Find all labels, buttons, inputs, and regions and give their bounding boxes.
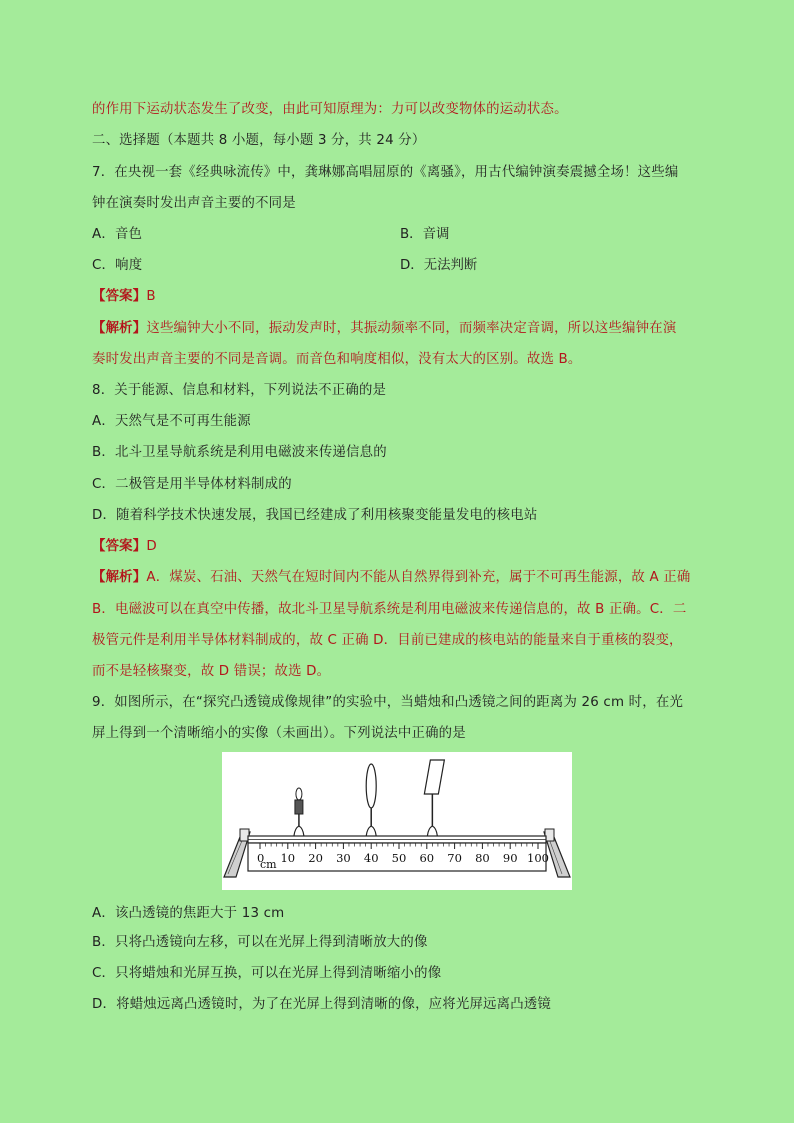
screen-clip: [427, 826, 437, 836]
convex-lens: [366, 764, 376, 836]
question-7-stem: 7．在央视一套《经典咏流传》中，龚琳娜高唱屈原的《离骚》，用古代编钟演奏震撼全场！这些编: [92, 165, 679, 180]
scale-tick-label: 10: [280, 851, 296, 865]
q7-option-c: C．响度: [92, 258, 143, 273]
explanation-label: 【解析】: [92, 321, 147, 336]
question-7-stem-cont: 钟在演奏时发出声音主要的不同是: [92, 196, 296, 211]
optical-bench-diagram: [222, 752, 572, 890]
q7-option-a: A．音色: [92, 227, 143, 242]
answer-label: 【答案】: [92, 539, 147, 554]
q7-option-b: B．音调: [400, 227, 450, 242]
q9-option-c: C．只将蜡烛和光屏互换，可以在光屏上得到清晰缩小的像: [92, 966, 442, 981]
explanation-label: 【解析】: [92, 570, 147, 585]
q7-option-d: D．无法判断: [400, 258, 478, 273]
scale-tick-label: 20: [308, 851, 323, 865]
scale-tick-label: 30: [336, 851, 351, 865]
light-screen: [424, 760, 444, 836]
question-8-stem: 8．关于能源、信息和材料，下列说法不正确的是: [92, 383, 387, 398]
candle: [294, 788, 304, 836]
lens-clip: [366, 826, 376, 836]
text-line: 的作用下运动状态发生了改变，由此可知原理为：力可以改变物体的运动状态。: [92, 102, 568, 117]
scale-tick-label: 50: [391, 851, 407, 865]
lens-body: [366, 764, 376, 808]
scale-tick-label: 80: [475, 851, 490, 865]
q7-explanation: [92, 319, 676, 339]
q7-answer: [92, 287, 156, 307]
q9-option-a: A．该凸透镜的焦距大于 13 cm: [92, 906, 285, 921]
q9-option-d: D．将蜡烛远离凸透镜时，为了在光屏上得到清晰的像，应将光屏远离凸透镜: [92, 997, 551, 1012]
scale-tick-label: 90: [502, 851, 518, 865]
optical-bench-figure: [222, 752, 572, 890]
explanation-text: A．煤炭、石油、天然气在短时间内不能从自然界得到补充，属于不可再生能源，故 A 正确: [146, 570, 691, 585]
q8-option-a: A．天然气是不可再生能源: [92, 414, 251, 429]
q8-explanation-cont: 极管元件是利用半导体材料制成的，故 C 正确 D．目前已建成的核电站的能量来自于重核的裂变，: [92, 633, 683, 648]
q9-option-b: B．只将凸透镜向左移，可以在光屏上得到清晰放大的像: [92, 935, 428, 950]
scale-tick-label: 100: [527, 851, 549, 865]
q8-explanation: [92, 568, 690, 588]
scale-tick-label: 40: [363, 851, 379, 865]
candle-flame: [296, 788, 302, 800]
scale-tick-label: 60: [419, 851, 435, 865]
section-heading: 二、选择题（本题共 8 小题，每小题 3 分，共 24 分）: [92, 133, 426, 148]
scale-tick-label: 70: [447, 851, 462, 865]
question-9-stem: 9．如图所示，在“探究凸透镜成像规律”的实验中，当蜡烛和凸透镜之间的距离为 26 cm 时，在光: [92, 695, 684, 710]
scale-tick-label: 0: [257, 851, 265, 865]
answer-value: B: [146, 289, 156, 304]
q8-option-c: C．二极管是用半导体材料制成的: [92, 477, 292, 492]
q8-explanation-cont: B．电磁波可以在真空中传播，故北斗卫星导航系统是利用电磁波来传递信息的，故 B 正确。C．二: [92, 602, 687, 617]
candle-body: [295, 800, 303, 814]
unit-label: cm: [260, 858, 277, 871]
answer-value: D: [146, 539, 157, 554]
candle-clip: [294, 826, 304, 836]
q8-option-b: B．北斗卫星导航系统是利用电磁波来传递信息的: [92, 445, 387, 460]
q8-explanation-cont: 而不是轻核聚变，故 D 错误；故选 D。: [92, 664, 331, 679]
q8-answer: [92, 537, 157, 557]
question-9-stem-cont: 屏上得到一个清晰缩小的实像（未画出）。下列说法中正确的是: [92, 726, 466, 741]
q7-explanation-cont: 奏时发出声音主要的不同是音调。而音色和响度相似，没有太大的区别。故选 B。: [92, 352, 582, 367]
screen-plate: [424, 760, 444, 794]
q8-option-d: D．随着科学技术快速发展，我国已经建成了利用核聚变能量发电的核电站: [92, 508, 538, 523]
explanation-text: 这些编钟大小不同，振动发声时，其振动频率不同，而频率决定音调，所以这些编钟在演: [146, 321, 677, 336]
answer-label: 【答案】: [92, 289, 147, 304]
